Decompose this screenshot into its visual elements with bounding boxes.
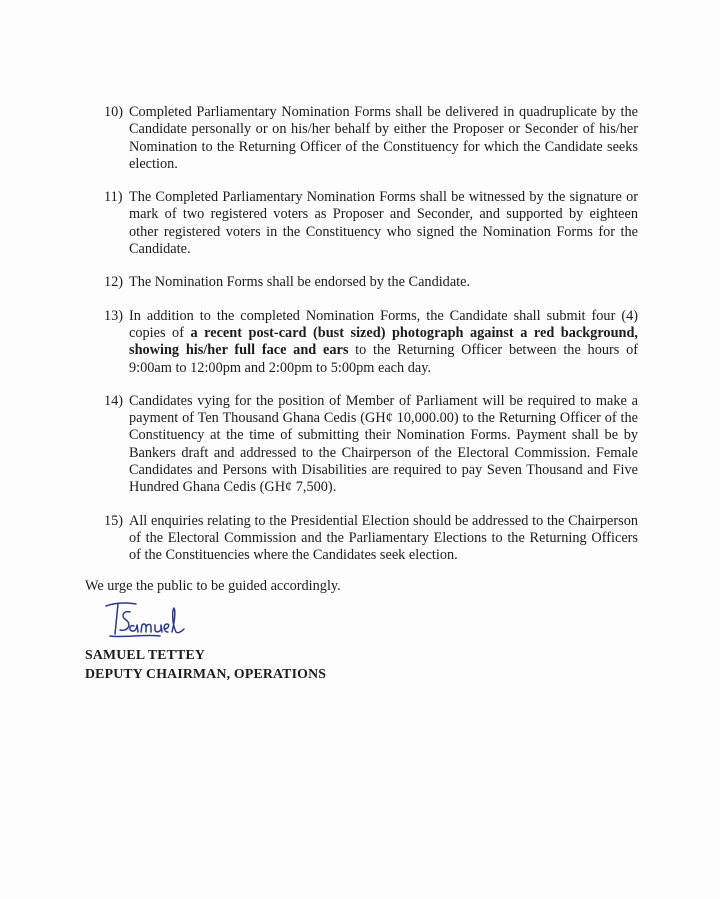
item-number: 13)	[104, 307, 124, 324]
item-number: 12)	[104, 274, 124, 291]
list-item-10	[104, 104, 638, 173]
item-number: 14)	[104, 392, 124, 409]
item-number: 11)	[104, 189, 123, 206]
item-text	[129, 274, 638, 291]
signer-title: DEPUTY CHAIRMAN, OPERATIONS	[85, 666, 327, 681]
item-text	[129, 393, 638, 497]
item-text-part: Candidates vying for the position of Member of Parliament will be required to make a payment of Ten Thousand Ghana Cedis (GH¢ 10,000.00) to the Returning Officer of the Constituency at the time of submitting their Nomination Forms. Payment shall be by Bankers draft and addressed to the Chairperson of the Electoral Commission. Female Candidates and Persons with Disabilities are required to pay Seven Thousand and Five Hundred Ghana Cedis (GH¢ 7,500).	[129, 392, 638, 496]
item-text-bold-part: a recent post-card (bust sized) photograph against a red background, showing his/her full face and ears	[129, 324, 638, 359]
item-text-part: The Completed Parliamentary Nomination Forms shall be witnessed by the signature or mark of two registered voters as Proposer and Seconder, and supported by eighteen other registered voters in the Constituency who signed the Nomination Forms for the Candidate.	[129, 189, 638, 258]
item-text	[129, 104, 638, 173]
signature	[104, 598, 190, 644]
item-number: 10)	[104, 104, 124, 120]
item-text-part: to the Returning Officer between the hours of 9:00am to 12:00pm and 2:00pm to 5:00pm each day.	[129, 342, 638, 376]
item-text-part: In addition to the completed Nomination Forms, the Candidate shall submit four (4) copies of	[129, 307, 638, 341]
list-item-11	[104, 189, 638, 258]
signer-name: SAMUEL TETTEY	[85, 647, 206, 662]
closing-statement: We urge the public to be guided accordingly.	[85, 578, 341, 594]
item-text-part: The Nomination Forms shall be endorsed by the Candidate.	[129, 274, 471, 291]
list-item-15	[104, 513, 638, 565]
item-number: 15)	[104, 512, 124, 529]
list-item-12	[104, 274, 638, 291]
numbered-list	[104, 104, 638, 581]
list-item-14	[104, 393, 638, 497]
item-text	[129, 308, 638, 377]
item-text-part: Completed Parliamentary Nomination Forms shall be delivered in quadruplicate by the Candidate personally or on his/her behalf by either the Proposer or Seconder of his/her Nomination to the Returning Officer of the Constituency for which the Candidate seeks election.	[129, 104, 638, 172]
item-text-part: All enquiries relating to the Presidential Election should be addressed to the Chairperson of the Electoral Commission and the Parliamentary Elections to the Returning Officers of the Constituencies where the Candidates seek election.	[129, 512, 638, 564]
signer-block	[85, 645, 326, 683]
item-text	[129, 189, 638, 258]
list-item-13	[104, 308, 638, 377]
signature-icon	[104, 598, 190, 644]
item-text	[129, 513, 638, 565]
